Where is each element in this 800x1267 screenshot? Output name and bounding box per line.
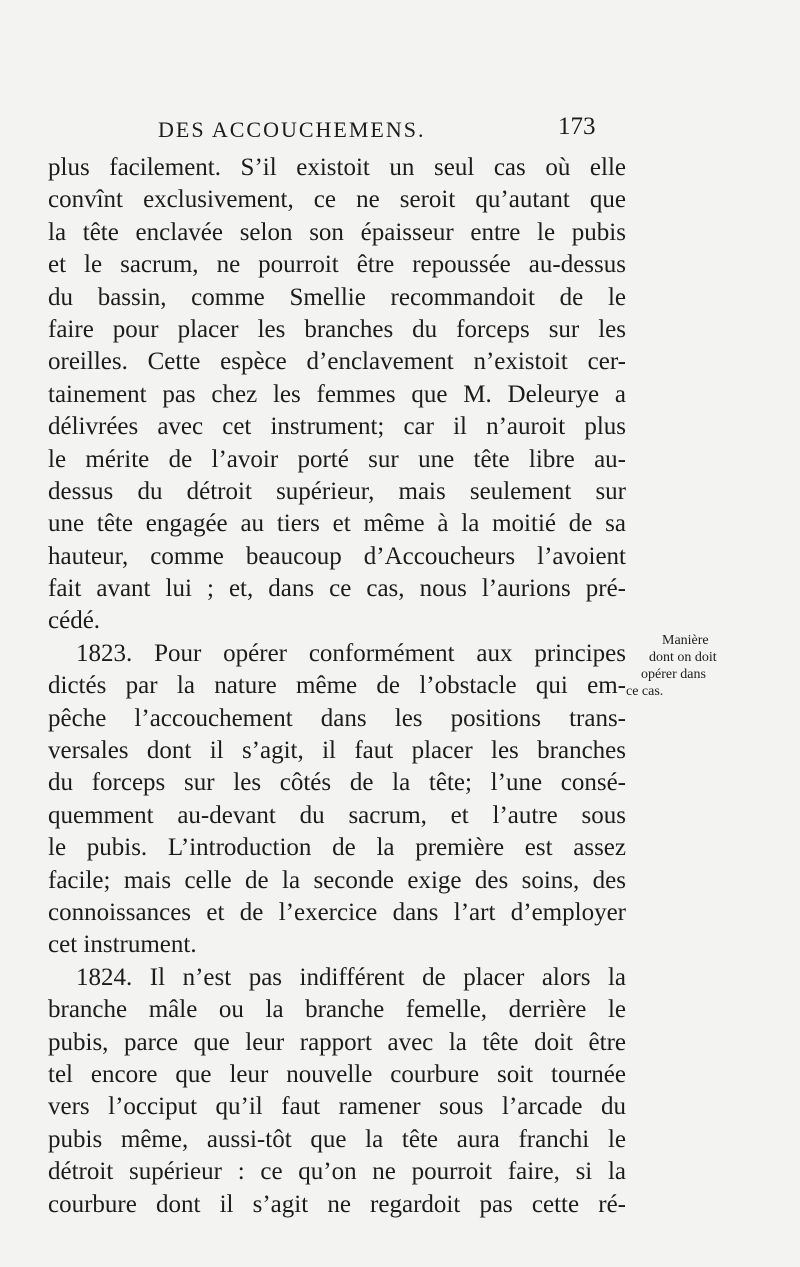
text-line: hauteur, comme beaucoup d’Accoucheurs l’avoient — [48, 542, 626, 570]
text-line: versales dont il s’agit, il faut placer les branches — [48, 737, 626, 765]
text-line: 1824. Il n’est pas indifférent de placer alors la — [76, 963, 626, 991]
text-line: dessus du détroit supérieur, mais seulement sur — [48, 477, 626, 505]
text-line: cédé. — [48, 607, 101, 635]
text-line: détroit supérieur : ce qu’on ne pourroit faire, si la — [48, 1158, 626, 1186]
text-line: fait avant lui ; et, dans ce cas, nous l’aurions pré- — [48, 575, 626, 603]
text-line: la tête enclavée selon son épaisseur entre le pubis — [48, 218, 626, 246]
text-line: pubis même, aussi-tôt que la tête aura franchi le — [48, 1125, 626, 1153]
text-line: 1823. Pour opérer conformément aux principes — [76, 639, 626, 667]
margin-note-line: ce cas. — [626, 684, 664, 699]
page-number: 173 — [558, 113, 596, 140]
text-line: une tête engagée au tiers et même à la moitié de sa — [48, 510, 626, 538]
text-line: dictés par la nature même de l’obstacle qui em- — [48, 672, 626, 700]
text-line: le mérite de l’avoir porté sur une tête libre au- — [48, 445, 626, 473]
text-line: du forceps sur les côtés de la tête; l’une consé- — [48, 769, 626, 797]
margin-note-line: opérer dans — [641, 667, 706, 682]
running-title: DES ACCOUCHEMENS. — [158, 117, 426, 142]
text-line: cet instrument. — [48, 931, 197, 959]
text-line: le pubis. L’introduction de la première est assez — [48, 834, 626, 862]
margin-note-line: dont on doit — [649, 650, 717, 665]
text-line: quemment au-devant du sacrum, et l’autre sous — [48, 801, 626, 829]
margin-note — [626, 632, 717, 700]
text-line: courbure dont il s’agit ne regardoit pas cette ré- — [48, 1190, 626, 1218]
text-line: pêche l’accouchement dans les positions trans- — [48, 704, 626, 732]
text-line: branche mâle ou la branche femelle, derrière le — [48, 996, 626, 1024]
text-line: faire pour placer les branches du forceps sur les — [48, 315, 626, 343]
text-line: tel encore que leur nouvelle courbure soit tournée — [48, 1060, 626, 1088]
text-line: oreilles. Cette espèce d’enclavement n’existoit cer- — [48, 348, 626, 376]
text-line: vers l’occiput qu’il faut ramener sous l’arcade du — [48, 1093, 626, 1121]
text-line: connoissances et de l’exercice dans l’art d’employer — [48, 898, 626, 926]
margin-note-line: Manière — [662, 633, 709, 648]
text-line: facile; mais celle de la seconde exige des soins, des — [48, 866, 626, 894]
body-text — [48, 152, 626, 1221]
text-line: convînt exclusivement, ce ne seroit qu’autant que — [48, 186, 626, 214]
text-line: et le sacrum, ne pourroit être repoussée au-dessus — [48, 251, 626, 279]
text-line: du bassin, comme Smellie recommandoit de le — [48, 283, 626, 311]
text-line: pubis, parce que leur rapport avec la tête doit être — [48, 1028, 626, 1056]
text-line: plus facilement. S’il existoit un seul cas où elle — [48, 154, 626, 181]
text-line: délivrées avec cet instrument; car il n’auroit plus — [48, 413, 626, 441]
text-line: tainement pas chez les femmes que M. Deleurye a — [48, 380, 626, 408]
